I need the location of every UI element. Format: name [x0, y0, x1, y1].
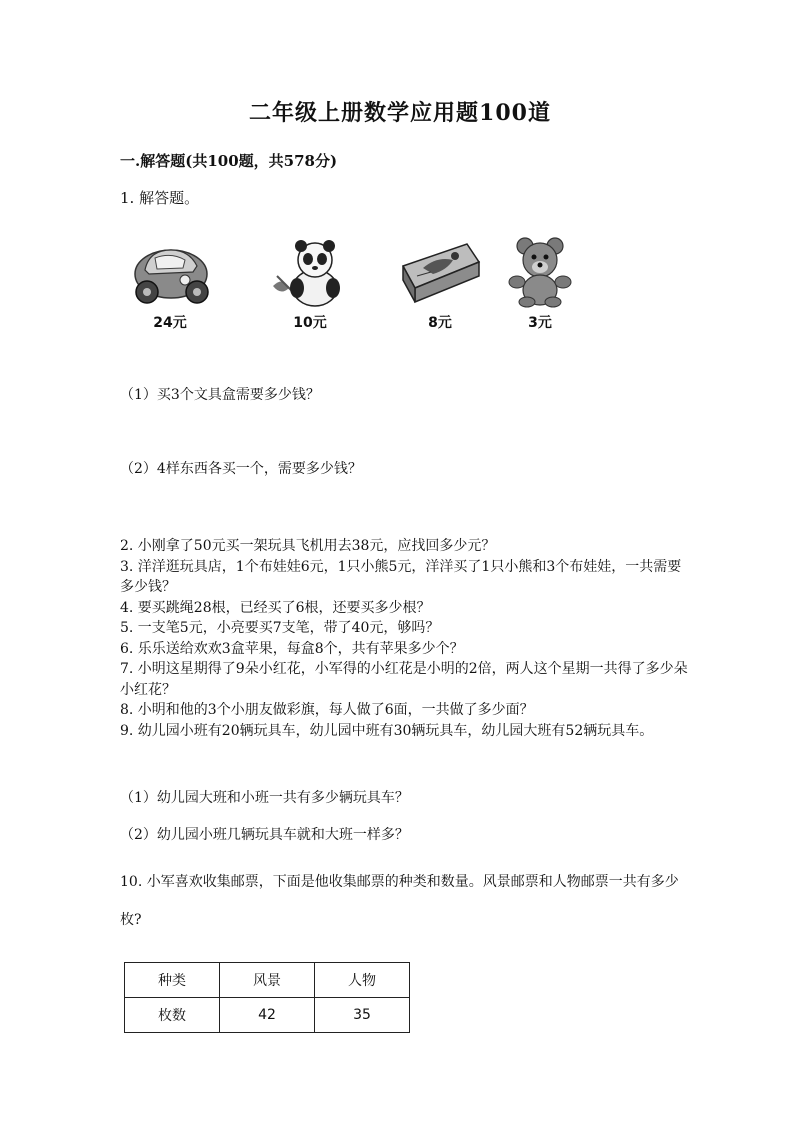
toy-price: 8元	[428, 315, 452, 331]
toy-item	[490, 236, 590, 332]
teddy-bear-icon	[497, 236, 583, 308]
question-1-prompt: 1. 解答题。	[120, 189, 200, 207]
table-cell: 人物	[315, 963, 410, 998]
toy-price: 24元	[153, 315, 187, 331]
question-10-prompt: 10. 小军喜欢收集邮票，下面是他收集邮票的种类和数量。风景邮票和人物邮票一共有多少枚?	[120, 874, 679, 928]
stamp-table	[124, 962, 410, 1033]
toy-price: 3元	[528, 315, 552, 331]
toy-item	[120, 236, 220, 332]
panda-icon	[267, 236, 353, 308]
toy-car-icon	[127, 236, 213, 308]
toy-price: 10元	[293, 315, 327, 331]
question-1-sub-2: （2）4样东西各买一个，需要多少钱？	[120, 461, 362, 477]
table-cell: 风景	[220, 963, 315, 998]
question-4: 4. 要买跳绳28根，已经买了6根，还要买多少根？	[120, 599, 431, 616]
table-row	[125, 998, 410, 1033]
question-6: 6. 乐乐送给欢欢3盒苹果，每盒8个，共有苹果多少个？	[120, 640, 464, 657]
table-cell: 枚数	[125, 998, 220, 1033]
pencil-box-icon	[397, 236, 483, 308]
question-9-sub-2: （2）幼儿园小班几辆玩具车就和大班一样多？	[120, 827, 409, 843]
question-7: 7. 小明这星期得了9朵小红花，小军得的小红花是小明的2倍，两人这个星期一共得了多少朵小红花？	[120, 661, 688, 698]
table-cell: 35	[315, 998, 410, 1033]
question-list	[120, 536, 690, 741]
question-8: 8. 小明和他的3个小朋友做彩旗，每人做了6面，一共做了多少面？	[120, 702, 534, 718]
toy-item	[260, 236, 360, 332]
question-1-sub-1: （1）买3个文具盒需要多少钱？	[120, 387, 320, 403]
toy-item	[390, 236, 490, 332]
question-9: 9. 幼儿园小班有20辆玩具车，幼儿园中班有30辆玩具车，幼儿园大班有52辆玩具车。	[120, 722, 654, 739]
question-3: 3. 洋洋逛玩具店，1个布娃娃6元，1只小熊5元，洋洋买了1只小熊和3个布娃娃，一共需要多少钱？	[120, 558, 682, 595]
question-5: 5. 一支笔5元，小亮要买7支笔，带了40元，够吗？	[120, 620, 440, 636]
question-2: 2. 小刚拿了50元买一架玩具飞机用去38元，应找回多少元？	[120, 538, 496, 554]
question-9-sub-1: （1）幼儿园大班和小班一共有多少辆玩具车？	[120, 790, 409, 806]
toy-price-row	[120, 236, 600, 346]
page-title: 二年级上册数学应用题100道	[249, 100, 551, 126]
table-cell: 种类	[125, 963, 220, 998]
table-header-row	[125, 963, 410, 998]
table-cell: 42	[220, 998, 315, 1033]
section-heading: 一.解答题(共100题，共578分)	[120, 152, 338, 170]
